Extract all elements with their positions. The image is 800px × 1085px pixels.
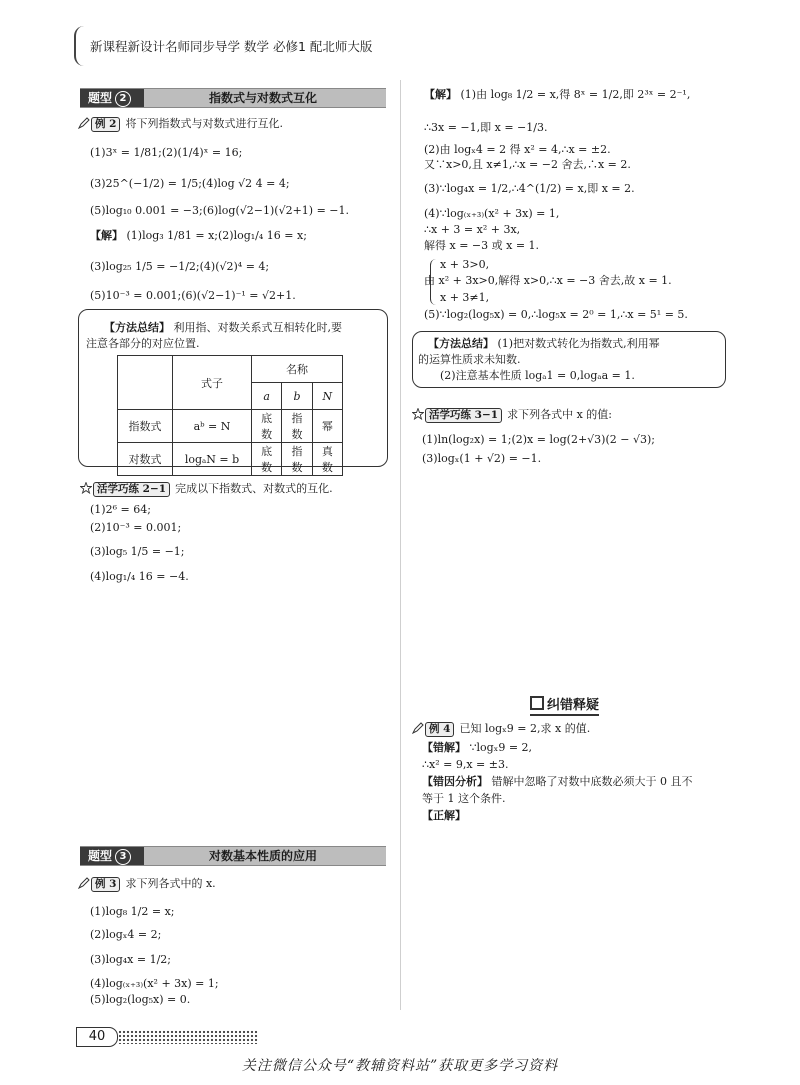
example-3-item-2: (2)logₓ4 = 2; — [90, 928, 162, 941]
wrong-solution-line-2: ∴x² = 9,x = ±3. — [422, 758, 509, 771]
table-cell: 对数式 — [118, 443, 173, 476]
table-header-a: a — [252, 383, 282, 410]
header-bracket — [74, 26, 86, 66]
table-cell: 幂 — [312, 410, 342, 443]
solution-3-line-4: 又∵x>0,且 x≠1,∴x = −2 舍去,∴x = 2. — [424, 158, 631, 171]
wrong-solution-line-1 — [422, 741, 532, 755]
correct-solution-label: 【正解】 — [422, 809, 466, 822]
table-header-N: N — [312, 383, 342, 410]
table-blank-cell — [118, 356, 173, 410]
section-3-bar — [80, 846, 386, 866]
table-cell: 真数 — [312, 443, 342, 476]
practice-2-item-2: (2)10⁻³ = 0.001; — [90, 521, 182, 534]
table-header-b: b — [282, 383, 312, 410]
solution-3-line-9: x + 3>0, — [440, 258, 490, 271]
section-3-number: 3 — [115, 849, 131, 865]
solution-3-line-6: (4)∵log₍ₓ₊₃₎(x² + 3x) = 1, — [424, 207, 560, 220]
section-2-title: 指数式与对数式互化 — [208, 91, 317, 105]
table-header-formula: 式子 — [173, 356, 252, 410]
example-3-item-5: (5)log₂(log₅x) = 0. — [90, 993, 191, 1006]
error-cause-line-1 — [422, 775, 693, 789]
method-summary-2-line-1 — [428, 337, 660, 351]
header-title: 新课程新设计名师同步导学 数学 必修1 配北师大版 — [90, 39, 373, 54]
error-cause-label: 【错因分析】 — [422, 775, 488, 788]
solution-label: 【解】 — [90, 229, 123, 242]
table-cell: 底数 — [252, 410, 282, 443]
table-cell: 指数式 — [118, 410, 173, 443]
page-number: 40 — [76, 1027, 118, 1047]
practice-3-heading — [412, 408, 612, 423]
example-3-item-3: (3)log₄x = 1/2; — [90, 953, 171, 966]
wrong-solution-text: ∵logₓ9 = 2, — [469, 741, 533, 754]
solution-3-line-1 — [424, 88, 690, 102]
table-cell: 底数 — [252, 443, 282, 476]
solution-text: (1)log₃ 1/81 = x;(2)log₁/₄ 16 = x; — [126, 229, 307, 242]
solution-3-line-10: 由 x² + 3x>0,解得 x>0,∴x = −3 舍去,故 x = 1. — [424, 274, 672, 287]
section-3-title: 对数基本性质的应用 — [208, 849, 317, 863]
pencil-icon — [78, 117, 90, 129]
practice-2-item-4: (4)log₁/₄ 16 = −4. — [90, 570, 189, 583]
solution-3-line-11: x + 3≠1, — [440, 291, 490, 304]
example-3-heading — [78, 877, 216, 892]
example-4-heading — [412, 722, 590, 737]
example-2-problem-2: (3)25^(−1/2) = 1/5;(4)log √2 4 = 4; — [90, 177, 290, 190]
wrong-solution-label: 【错解】 — [422, 741, 466, 754]
method-summary-2-label: 【方法总结】 — [428, 337, 494, 350]
example-2-solution-2: (3)log₂₅ 1/5 = −1/2;(4)(√2)⁴ = 4; — [90, 260, 270, 273]
example-2-prompt: 将下列指数式与对数式进行互化. — [125, 117, 283, 130]
section-2-tag-label: 题型 — [88, 91, 113, 105]
table-row — [118, 443, 343, 476]
solution-3-text: (1)由 log₈ 1/2 = x,得 8ˣ = 1/2,即 2³ˣ = 2⁻¹, — [460, 88, 691, 101]
method-summary-2-line-2: 的运算性质求未知数. — [418, 353, 521, 366]
practice-2-item-3: (3)log₅ 1/5 = −1; — [90, 545, 185, 558]
square-icon — [530, 696, 544, 710]
practice-3-badge: 活学巧练 3−1 — [425, 408, 502, 423]
solution-3-line-12: (5)∵log₂(log₅x) = 0,∴log₅x = 2⁰ = 1,∴x = 5¹ = 5. — [424, 308, 688, 321]
table-row — [118, 410, 343, 443]
clarify-title — [530, 694, 599, 716]
solution-3-line-8: 解得 x = −3 或 x = 1. — [424, 239, 540, 252]
error-cause-text: 错解中忽略了对数中底数必须大于 0 且不 — [491, 775, 693, 788]
exp-log-table — [117, 355, 343, 476]
section-2-bar — [80, 88, 386, 108]
method-summary-label: 【方法总结】 — [104, 321, 170, 334]
table-cell: 指数 — [282, 443, 312, 476]
example-2-problem-3: (5)log₁₀ 0.001 = −3;(6)log(√2−1)(√2+1) = −1. — [90, 204, 349, 217]
solution-3-line-3: (2)由 logₓ4 = 2 得 x² = 4,∴x = ±2. — [424, 143, 611, 156]
solution-3-line-2: ∴3x = −1,即 x = −1/3. — [424, 121, 548, 134]
example-3-prompt: 求下列各式中的 x. — [125, 877, 216, 890]
example-3-badge: 例 3 — [91, 877, 120, 892]
solution-3-label: 【解】 — [424, 88, 457, 101]
practice-3-line-2: (3)logₓ(1 + √2) = −1. — [422, 452, 542, 465]
table-cell: 指数 — [282, 410, 312, 443]
practice-2-heading — [80, 482, 333, 497]
solution-3-line-5: (3)∵log₄x = 1/2,∴4^(1/2) = x,即 x = 2. — [424, 182, 635, 195]
method-summary-text: 利用指、对数关系式互相转化时,要 — [173, 321, 342, 334]
table-cell: aᵇ = N — [173, 410, 252, 443]
example-4-prompt: 已知 logₓ9 = 2,求 x 的值. — [459, 722, 591, 735]
example-2-heading — [78, 117, 283, 132]
table-header-name: 名称 — [252, 356, 343, 383]
table-cell: logₐN = b — [173, 443, 252, 476]
method-summary-2-line-3: (2)注意基本性质 logₐ1 = 0,logₐa = 1. — [440, 369, 635, 382]
pencil-icon — [78, 877, 90, 889]
section-3-tag-label: 题型 — [88, 849, 113, 863]
footer-note: 关注微信公众号“教辅资料站”获取更多学习资料 — [241, 1058, 559, 1074]
pencil-icon — [412, 722, 424, 734]
column-divider — [400, 80, 401, 1010]
example-2-badge: 例 2 — [91, 117, 120, 132]
practice-2-badge: 活学巧练 2−1 — [93, 482, 170, 497]
example-2-problem-1: (1)3ˣ = 1/81;(2)(1/4)ˣ = 16; — [90, 146, 243, 159]
solution-3-line-7: ∴x + 3 = x² + 3x, — [424, 223, 521, 236]
method-summary-2-text: (1)把对数式转化为指数式,利用幂 — [497, 337, 660, 350]
star-icon — [80, 482, 92, 494]
example-2-solution-3: (5)10⁻³ = 0.001;(6)(√2−1)⁻¹ = √2+1. — [90, 289, 296, 302]
practice-3-prompt: 求下列各式中 x 的值: — [507, 408, 612, 421]
example-3-item-1: (1)log₈ 1/2 = x; — [90, 905, 175, 918]
example-3-item-4: (4)log₍ₓ₊₃₎(x² + 3x) = 1; — [90, 977, 219, 990]
clarify-title-text: 纠错释疑 — [547, 698, 600, 713]
section-2-number: 2 — [115, 91, 131, 107]
star-icon — [412, 408, 424, 420]
practice-2-prompt: 完成以下指数式、对数式的互化. — [175, 482, 333, 495]
method-summary-1-line-1 — [104, 321, 342, 335]
practice-2-item-1: (1)2⁶ = 64; — [90, 503, 151, 516]
method-summary-1-line-2: 注意各部分的对应位置. — [86, 337, 200, 350]
error-cause-line-2: 等于 1 这个条件. — [422, 792, 506, 805]
practice-3-line-1: (1)ln(log₂x) = 1;(2)x = log(2+√3)(2 − √3); — [422, 433, 655, 446]
example-2-solution-1 — [90, 229, 307, 243]
example-4-badge: 例 4 — [425, 722, 454, 737]
footer-dot-pattern — [118, 1030, 258, 1044]
